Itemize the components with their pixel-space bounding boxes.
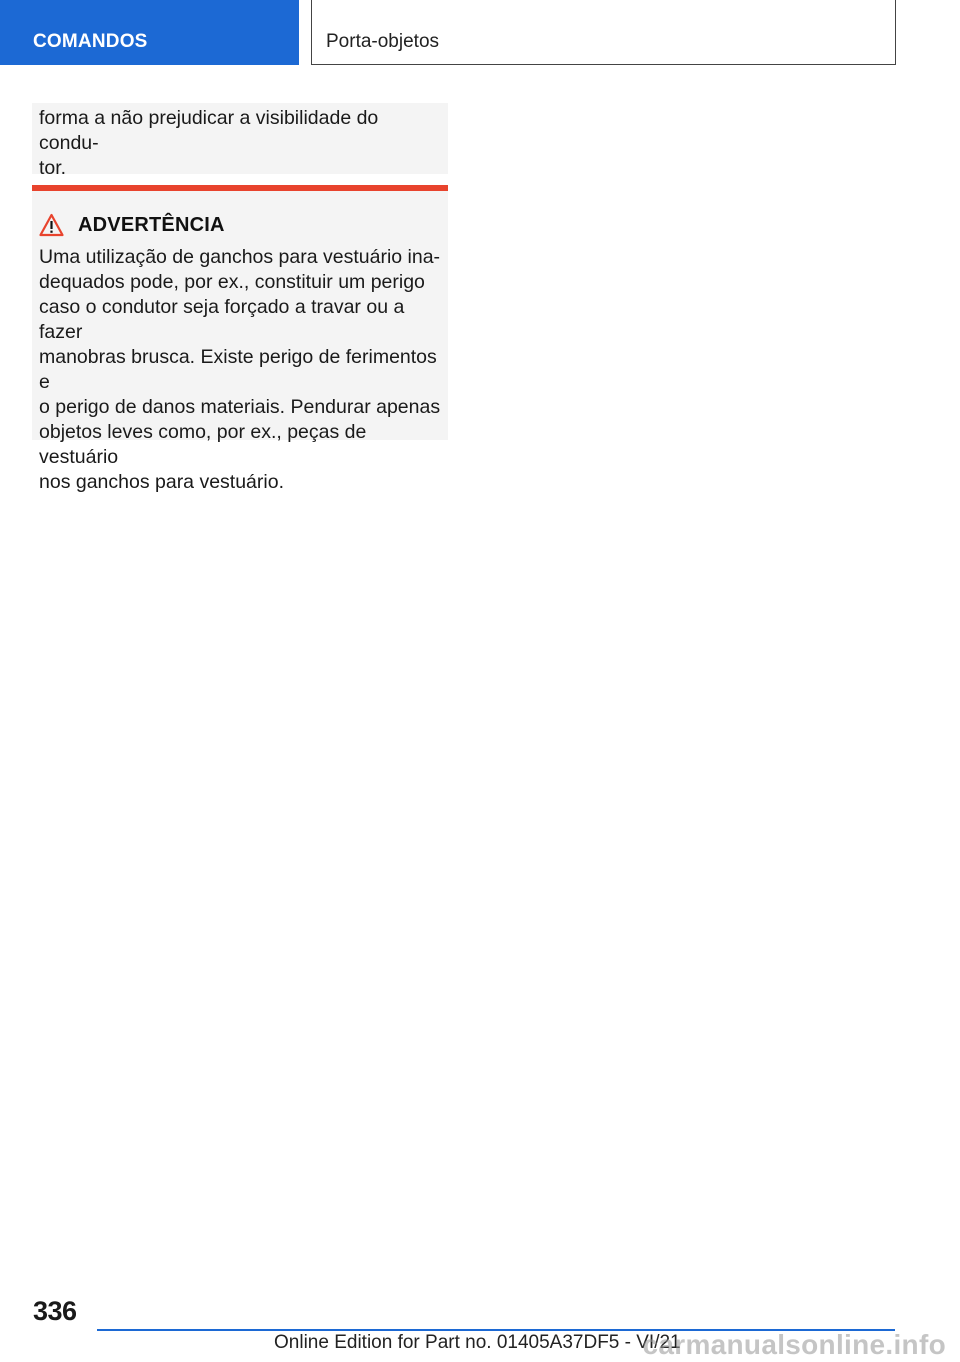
footer-edition: Online Edition for Part no. 01405A37DF5 - VI/21 [274, 1332, 681, 1353]
section-title: COMANDOS [33, 31, 148, 52]
section-tab [0, 0, 299, 65]
warning-title: ADVERTÊNCIA [78, 213, 225, 236]
warning-box [32, 185, 448, 493]
continued-text: forma a não prejudicar a visibilidade do condu- tor. [39, 107, 379, 179]
chapter-title: Porta-objetos [326, 31, 440, 52]
warning-header [39, 211, 442, 239]
warning-body: Uma utilização de ganchos para vestuário ina- dequados pode, por ex., constituir um perigo caso o condutor seja forçado a travar ou a fazer manobras brusca. Existe perigo de ferimentos e o perigo de danos materiais. Pendurar apenas objetos leves como, por ex., peças de vestuário nos ganchos para vestuário. [39, 246, 441, 493]
watermark: carmanualsonline.info [642, 1329, 946, 1360]
chapter-header [311, 0, 896, 65]
warning-triangle-icon [39, 213, 64, 237]
continued-text-box [32, 103, 448, 179]
page-number: 336 [33, 1296, 77, 1326]
